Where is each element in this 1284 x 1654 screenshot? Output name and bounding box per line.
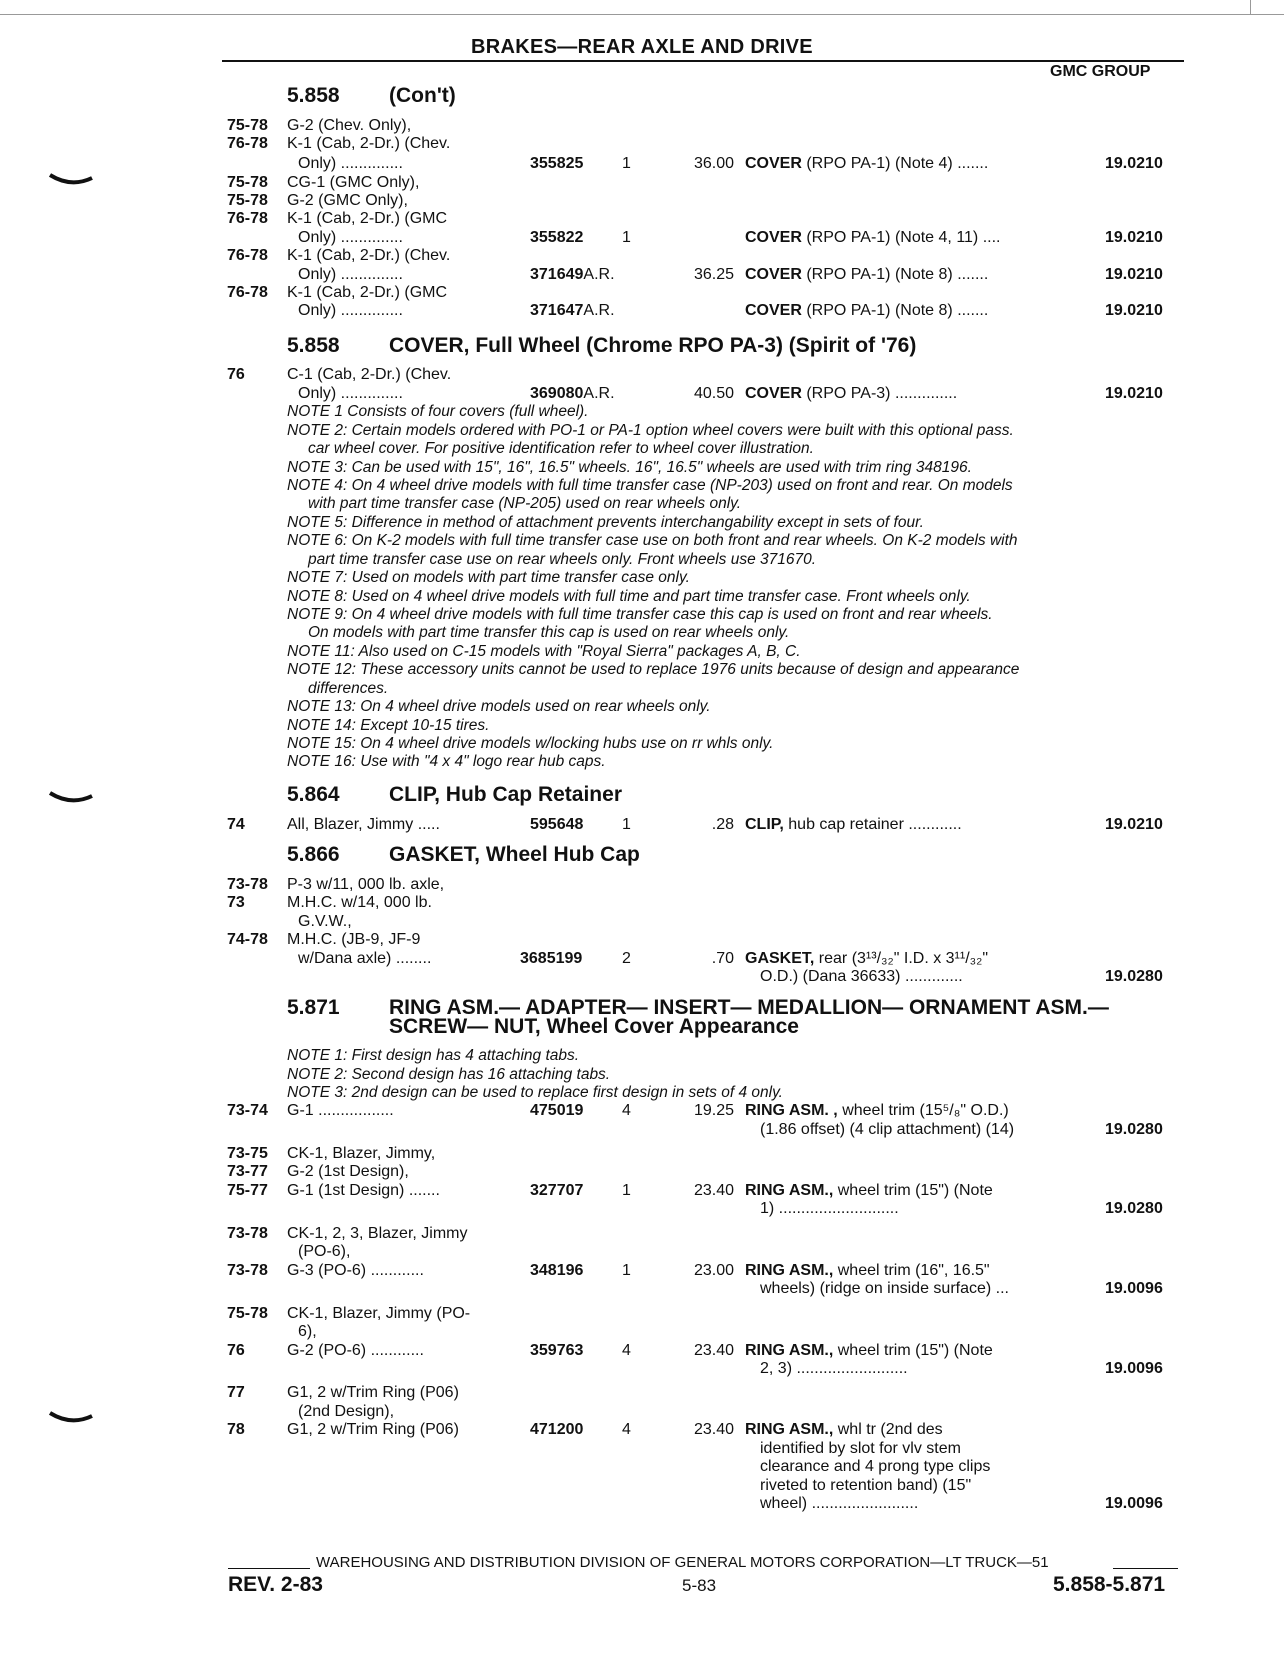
application: Only) .............. xyxy=(298,266,403,283)
note: NOTE 14: Except 10-15 tires. xyxy=(287,717,490,734)
application: G1, 2 w/Trim Ring (P06) xyxy=(287,1384,459,1401)
application: CG-1 (GMC Only), xyxy=(287,174,420,191)
year-range: 76-78 xyxy=(227,135,268,152)
part-description: CLIP, hub cap retainer ............ xyxy=(745,816,962,833)
application: G-3 (PO-6) ............ xyxy=(287,1262,424,1279)
year-range: 76-78 xyxy=(227,247,268,264)
year-range: 75-77 xyxy=(227,1182,268,1199)
section-heading xyxy=(287,783,622,807)
part-description: identified by slot for vlv stem xyxy=(760,1440,961,1457)
quantity: 4 xyxy=(622,1342,631,1359)
group-number: 19.0210 xyxy=(1105,816,1163,833)
price: 36.00 xyxy=(693,155,734,172)
binder-hole-mark xyxy=(48,790,94,804)
part-description: COVER (RPO PA-3) .............. xyxy=(745,385,958,402)
note: NOTE 6: On K-2 models with full time transfer case use on both front and rear wheels. On K-2 models with xyxy=(287,532,1018,549)
application: K-1 (Cab, 2-Dr.) (Chev. xyxy=(287,247,451,264)
note: NOTE 11: Also used on C-15 models with "Royal Sierra" packages A, B, C. xyxy=(287,643,801,660)
part-description: wheel) ........................ xyxy=(760,1495,919,1512)
note: NOTE 4: On 4 wheel drive models with full time transfer case (NP-203) used on front and rear. On models xyxy=(287,477,1013,494)
price: 23.00 xyxy=(693,1262,734,1279)
note: NOTE 1: First design has 4 attaching tabs. xyxy=(287,1047,580,1064)
note: NOTE 16: Use with "4 x 4" logo rear hub caps. xyxy=(287,753,606,770)
group-number: 19.0280 xyxy=(1105,1200,1163,1217)
section-title: CLIP, Hub Cap Retainer xyxy=(389,783,622,806)
section-title: SCREW— NUT, Wheel Cover Appearance xyxy=(389,1015,799,1038)
application: K-1 (Cab, 2-Dr.) (Chev. xyxy=(287,135,451,152)
part-number: 595648 xyxy=(530,816,584,833)
application: K-1 (Cab, 2-Dr.) (GMC xyxy=(287,284,448,301)
group-number: 19.0210 xyxy=(1105,385,1163,402)
quantity: 4 xyxy=(622,1421,631,1438)
application: G-2 (GMC Only), xyxy=(287,192,408,209)
quantity: 1 xyxy=(622,816,631,833)
part-description: COVER (RPO PA-1) (Note 4) ....... xyxy=(745,155,989,172)
year-range: 77 xyxy=(227,1384,245,1401)
application: All, Blazer, Jimmy ..... xyxy=(287,816,440,833)
year-range: 73-75 xyxy=(227,1145,268,1162)
page-number: 5-83 xyxy=(682,1576,717,1595)
year-range: 73-78 xyxy=(227,876,268,893)
application: M.H.C. w/14, 000 lb. xyxy=(287,894,432,911)
section-title: COVER, Full Wheel (Chrome RPO PA-3) (Spirit of '76) xyxy=(389,334,917,357)
application: G-1 (1st Design) ....... xyxy=(287,1182,440,1199)
year-range: 76-78 xyxy=(227,210,268,227)
note: NOTE 2: Certain models ordered with PO-1 or PA-1 option wheel covers were built with this optional pass. xyxy=(287,422,1014,439)
section-title: GASKET, Wheel Hub Cap xyxy=(389,843,640,866)
application: CK-1, 2, 3, Blazer, Jimmy xyxy=(287,1225,468,1242)
group-number: 19.0096 xyxy=(1105,1495,1163,1512)
application: G-2 (Chev. Only), xyxy=(287,117,412,134)
application: Only) .............. xyxy=(298,155,403,172)
quantity: 2 xyxy=(622,950,631,967)
year-range: 76-78 xyxy=(227,284,268,301)
scan-edge-rule xyxy=(0,14,1284,15)
note: On models with part time transfer this cap is used on rear wheels only. xyxy=(308,624,790,641)
note: NOTE 3: 2nd design can be used to replace first design in sets of 4 only. xyxy=(287,1084,783,1101)
application: 6), xyxy=(298,1323,317,1340)
year-range: 73 xyxy=(227,894,245,911)
part-description: riveted to retention band) (15" xyxy=(760,1477,972,1494)
footer-rule xyxy=(228,1568,310,1569)
part-number: 348196 xyxy=(530,1262,584,1279)
note: car wheel cover. For positive identification refer to wheel cover illustration. xyxy=(308,440,814,457)
year-range: 75-78 xyxy=(227,117,268,134)
year-range: 75-78 xyxy=(227,1305,268,1322)
note: NOTE 1 Consists of four covers (full wheel). xyxy=(287,403,589,420)
section-number: 5.871 xyxy=(287,996,340,1019)
quantity: 1 xyxy=(622,229,631,246)
year-range: 73-78 xyxy=(227,1225,268,1242)
group-number: 19.0280 xyxy=(1105,968,1163,985)
application: CK-1, Blazer, Jimmy, xyxy=(287,1145,436,1162)
application: G-1 ................. xyxy=(287,1102,394,1119)
price: .70 xyxy=(711,950,734,967)
part-number: 355822 xyxy=(530,229,584,246)
year-range: 74 xyxy=(227,816,245,833)
application: G-2 (PO-6) ............ xyxy=(287,1342,424,1359)
price: 40.50 xyxy=(693,385,734,402)
part-number: 327707 xyxy=(530,1182,584,1199)
application: CK-1, Blazer, Jimmy (PO- xyxy=(287,1305,471,1322)
note: NOTE 5: Difference in method of attachment prevents interchangability except in sets of four. xyxy=(287,514,924,531)
footer-rule xyxy=(1113,1568,1178,1569)
part-description: RING ASM., wheel trim (16", 16.5" xyxy=(745,1262,990,1279)
part-description: clearance and 4 prong type clips xyxy=(760,1458,991,1475)
price: 36.25 xyxy=(693,266,734,283)
note: differences. xyxy=(308,680,389,697)
part-description: COVER (RPO PA-1) (Note 4, 11) .... xyxy=(745,229,1001,246)
header-rule xyxy=(222,60,1184,62)
note: NOTE 3: Can be used with 15", 16", 16.5" wheels. 16", 16.5" wheels are used with trim ring 348196. xyxy=(287,459,972,476)
note: NOTE 13: On 4 wheel drive models used on rear wheels only. xyxy=(287,698,711,715)
year-range: 75-78 xyxy=(227,192,268,209)
application: G.V.W., xyxy=(298,913,352,930)
application: Only) .............. xyxy=(298,229,403,246)
scan-edge-mark xyxy=(1250,0,1251,14)
application: G1, 2 w/Trim Ring (P06) xyxy=(287,1421,459,1438)
part-description: O.D.) (Dana 36633) ............. xyxy=(760,968,963,985)
part-description: 2, 3) ......................... xyxy=(760,1360,908,1377)
footer-text: WAREHOUSING AND DISTRIBUTION DIVISION OF GENERAL MOTORS CORPORATION—LT TRUCK—51 xyxy=(316,1554,1049,1571)
section-heading xyxy=(287,84,456,108)
year-range: 73-77 xyxy=(227,1163,268,1180)
quantity: 1 xyxy=(622,1182,631,1199)
group-number: 19.0096 xyxy=(1105,1360,1163,1377)
note: NOTE 8: Used on 4 wheel drive models with full time and part time transfer case. Front wheels only. xyxy=(287,588,971,605)
section-title: (Con't) xyxy=(389,84,456,107)
quantity: 1 xyxy=(622,1262,631,1279)
revision-label: REV. 2-83 xyxy=(228,1573,323,1596)
price: 23.40 xyxy=(693,1342,734,1359)
group-number: 19.0210 xyxy=(1105,266,1163,283)
application: M.H.C. (JB-9, JF-9 xyxy=(287,931,421,948)
section-number: 5.858 xyxy=(287,334,340,357)
part-description: RING ASM. , wheel trim (15⁵/₈" O.D.) xyxy=(745,1102,1009,1119)
section-number: 5.858 xyxy=(287,84,340,107)
group-number: 19.0210 xyxy=(1105,302,1163,319)
part-number: 369080A.R. xyxy=(530,385,615,402)
section-title: RING ASM.— ADAPTER— INSERT— MEDALLION— ORNAMENT ASM.— xyxy=(389,996,1109,1019)
section-heading xyxy=(287,843,640,867)
year-range: 76 xyxy=(227,366,245,383)
binder-hole-mark xyxy=(48,1410,94,1424)
part-description: RING ASM., whl tr (2nd des xyxy=(745,1421,943,1438)
part-description: RING ASM., wheel trim (15") (Note xyxy=(745,1342,993,1359)
note: NOTE 2: Second design has 16 attaching tabs. xyxy=(287,1066,611,1083)
part-description: 1) ........................... xyxy=(760,1200,899,1217)
note: NOTE 12: These accessory units cannot be used to replace 1976 units because of design and appearance xyxy=(287,661,1020,678)
group-label: GMC GROUP xyxy=(1050,63,1151,80)
quantity: 4 xyxy=(622,1102,631,1119)
part-description: COVER (RPO PA-1) (Note 8) ....... xyxy=(745,302,989,319)
part-number: 371649A.R. xyxy=(530,266,615,283)
year-range: 73-74 xyxy=(227,1102,268,1119)
price: 19.25 xyxy=(693,1102,734,1119)
part-number: 359763 xyxy=(530,1342,584,1359)
part-number: 471200 xyxy=(530,1421,584,1438)
group-number: 19.0280 xyxy=(1105,1121,1163,1138)
binder-hole-mark xyxy=(48,172,94,186)
note: NOTE 15: On 4 wheel drive models w/locking hubs use on rr whls only. xyxy=(287,735,774,752)
application: P-3 w/11, 000 lb. axle, xyxy=(287,876,445,893)
note: with part time transfer case (NP-205) used on rear wheels only. xyxy=(308,495,742,512)
page-title: BRAKES—REAR AXLE AND DRIVE xyxy=(471,36,813,58)
part-description: GASKET, rear (3¹³/₃₂" I.D. x 3¹¹/₃₂" xyxy=(745,950,989,967)
part-number: 475019 xyxy=(530,1102,584,1119)
part-description: wheels) (ridge on inside surface) ... xyxy=(760,1280,1009,1297)
application: C-1 (Cab, 2-Dr.) (Chev. xyxy=(287,366,452,383)
part-number: 371647A.R. xyxy=(530,302,615,319)
section-number: 5.866 xyxy=(287,843,340,866)
group-number: 19.0210 xyxy=(1105,155,1163,172)
note: NOTE 7: Used on models with part time transfer case only. xyxy=(287,569,690,586)
part-description: (1.86 offset) (4 clip attachment) (14) xyxy=(760,1121,1015,1138)
note: NOTE 9: On 4 wheel drive models with full time transfer case this cap is used on front and rear wheels. xyxy=(287,606,993,623)
note: part time transfer case use on rear wheels only. Front wheels use 371670. xyxy=(308,551,817,568)
quantity: 1 xyxy=(622,155,631,172)
part-description: COVER (RPO PA-1) (Note 8) ....... xyxy=(745,266,989,283)
part-number: 3685199 xyxy=(520,950,583,967)
application: (2nd Design), xyxy=(298,1403,395,1420)
price: 23.40 xyxy=(693,1421,734,1438)
application: (PO-6), xyxy=(298,1243,351,1260)
group-number: 19.0210 xyxy=(1105,229,1163,246)
year-range: 75-78 xyxy=(227,174,268,191)
year-range: 78 xyxy=(227,1421,245,1438)
price: 23.40 xyxy=(693,1182,734,1199)
section-number: 5.864 xyxy=(287,783,340,806)
application: w/Dana axle) ........ xyxy=(298,950,432,967)
part-description: RING ASM., wheel trim (15") (Note xyxy=(745,1182,993,1199)
application: G-2 (1st Design), xyxy=(287,1163,409,1180)
application: Only) .............. xyxy=(298,385,403,402)
section-range: 5.858-5.871 xyxy=(1053,1573,1166,1596)
application: K-1 (Cab, 2-Dr.) (GMC xyxy=(287,210,448,227)
price: .28 xyxy=(711,816,734,833)
group-number: 19.0096 xyxy=(1105,1280,1163,1297)
application: Only) .............. xyxy=(298,302,403,319)
year-range: 73-78 xyxy=(227,1262,268,1279)
year-range: 76 xyxy=(227,1342,245,1359)
year-range: 74-78 xyxy=(227,931,268,948)
section-heading xyxy=(287,334,916,358)
part-number: 355825 xyxy=(530,155,584,172)
